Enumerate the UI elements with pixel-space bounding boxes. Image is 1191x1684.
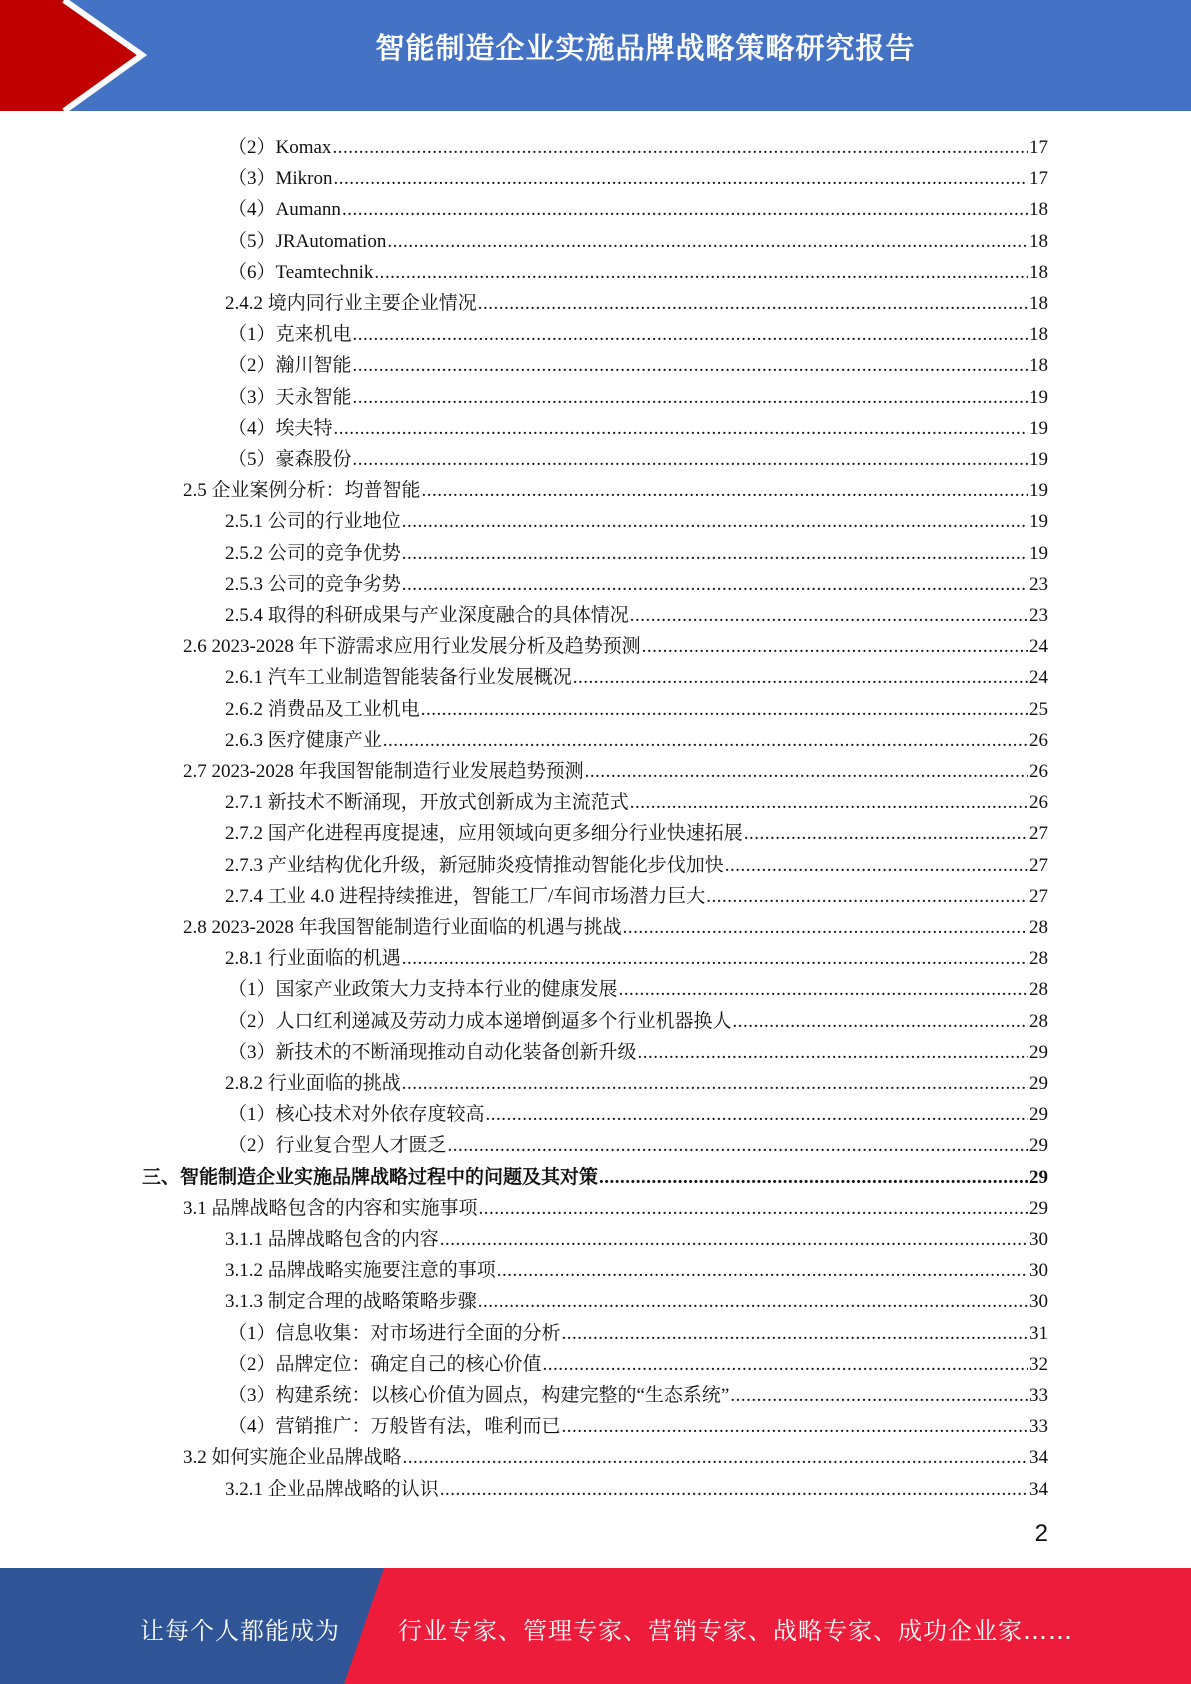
toc-entry-page: 33: [1029, 1416, 1048, 1438]
toc-entry-label: 3.1 品牌战略包含的内容和实施事项: [183, 1197, 478, 1219]
toc-dot-leader: [353, 324, 1028, 346]
toc-entry-page: 18: [1029, 293, 1048, 314]
toc-entry-page: 34: [1029, 1478, 1048, 1500]
toc-entry-page: 33: [1029, 1385, 1048, 1406]
toc-dot-leader: [402, 574, 1028, 596]
toc-entry[interactable]: [228, 409, 1048, 440]
toc-dot-leader: [402, 1073, 1028, 1095]
toc-entry-page: 24: [1029, 636, 1048, 658]
toc-entry-page: 19: [1029, 449, 1048, 470]
toc-entry-label: （3）构建系统：以核心价值为圆点，构建完整的“生态系统”: [228, 1385, 730, 1406]
toc-entry-label: （1）核心技术对外依存度较高: [228, 1104, 485, 1126]
toc-entry[interactable]: [225, 783, 1048, 814]
toc-entry-page: 18: [1029, 355, 1048, 377]
toc-entry-label: 3.1.1 品牌战略包含的内容: [225, 1229, 439, 1250]
toc-entry-label: （2）行业复合型人才匮乏: [228, 1135, 447, 1157]
toc-entry-page: 19: [1029, 417, 1048, 439]
toc-entry[interactable]: [228, 1126, 1048, 1157]
toc-entry[interactable]: [183, 1189, 1048, 1220]
toc-entry[interactable]: [225, 1282, 1048, 1313]
toc-entry-label: 2.5.4 取得的科研成果与产业深度融合的具体情况: [225, 605, 629, 626]
toc-entry-label: 三、智能制造企业实施品牌战略过程中的问题及其对策: [142, 1166, 599, 1188]
footer-slogan-left: 让每个人都能成为: [140, 1617, 340, 1645]
toc-entry-page: 29: [1029, 1166, 1048, 1188]
toc-entry-label: （2）Komax: [228, 137, 332, 158]
toc-entry-page: 29: [1029, 1104, 1048, 1126]
toc-entry[interactable]: [225, 596, 1048, 627]
toc-entry-label: （2）人口红利递减及劳动力成本递增倒逼多个行业机器换人: [228, 1010, 732, 1032]
toc-entry-page: 18: [1029, 199, 1048, 221]
toc-entry-label: （1）克来机电: [228, 324, 352, 346]
toc-entry-page: 28: [1029, 917, 1048, 938]
toc-entry-page: 27: [1029, 854, 1048, 876]
toc-entry[interactable]: [225, 658, 1048, 689]
toc-entry-label: （3）新技术的不断涌现推动自动化装备创新升级: [228, 1041, 637, 1063]
toc-dot-leader: [332, 137, 1028, 159]
toc-entry-page: 19: [1029, 511, 1048, 533]
toc-dot-leader: [543, 1354, 1028, 1376]
toc-entry[interactable]: [228, 1095, 1048, 1126]
toc-dot-leader: [562, 1416, 1028, 1438]
toc-dot-leader: [573, 667, 1028, 689]
toc-entry-page: 17: [1029, 137, 1048, 158]
toc-entry-page: 28: [1029, 1010, 1048, 1032]
toc-dot-leader: [403, 1447, 1028, 1469]
toc-dot-leader: [421, 699, 1028, 721]
toc-entry-label: 3.1.3 制定合理的战略策略步骤: [225, 1291, 477, 1313]
toc-entry[interactable]: [228, 1314, 1048, 1345]
toc-entry-label: 2.5.1 公司的行业地位: [225, 511, 401, 533]
toc-entry-page: 19: [1029, 480, 1048, 502]
toc-entry-label: 3.2.1 企业品牌战略的认识: [225, 1478, 439, 1500]
toc-entry-page: 30: [1029, 1229, 1048, 1250]
toc-entry[interactable]: [228, 253, 1048, 284]
toc-entry[interactable]: [225, 814, 1048, 845]
toc-dot-leader: [422, 480, 1028, 502]
toc-dot-leader: [387, 231, 1028, 253]
toc-entry-label: 2.6 2023-2028 年下游需求应用行业发展分析及趋势预测: [183, 636, 641, 658]
toc-dot-leader: [334, 168, 1028, 190]
toc-entry-label: 2.7.2 国产化进程再度提速，应用领域向更多细分行业快速拓展: [225, 823, 743, 845]
toc-entry-label: （1）信息收集：对市场进行全面的分析: [228, 1322, 561, 1344]
toc-entry[interactable]: [183, 908, 1048, 939]
toc-entry-label: 2.6.1 汽车工业制造智能装备行业发展概况: [225, 667, 572, 689]
toc-dot-leader: [638, 1042, 1028, 1064]
toc-dot-leader: [706, 886, 1028, 908]
toc-entry-page: 24: [1029, 667, 1048, 689]
toc-entry[interactable]: [228, 1033, 1048, 1064]
toc-entry-page: 30: [1029, 1291, 1048, 1313]
toc-entry-label: 2.7 2023-2028 年我国智能制造行业发展趋势预测: [183, 761, 584, 782]
toc-entry-label: （6）Teamtechnik: [228, 261, 374, 283]
toc-entry-page: 29: [1029, 1135, 1048, 1157]
toc-entry[interactable]: [228, 440, 1048, 471]
toc-entry-label: （2）瀚川智能: [228, 355, 352, 377]
toc-dot-leader: [353, 449, 1028, 471]
toc-entry-label: （2）品牌定位：确定自己的核心价值: [228, 1353, 542, 1375]
toc-entry-label: 2.6.2 消费品及工业机电: [225, 698, 420, 720]
toc-entry[interactable]: [228, 346, 1048, 377]
toc-entry-label: 2.8.1 行业面临的机遇: [225, 948, 401, 970]
toc-dot-leader: [440, 1479, 1028, 1501]
toc-dot-leader: [630, 792, 1028, 814]
toc-dot-leader: [334, 418, 1028, 440]
toc-dot-leader: [448, 1135, 1028, 1157]
toc-dot-leader: [402, 948, 1028, 970]
toc-entry-page: 29: [1029, 1197, 1048, 1219]
toc-entry-page: 26: [1029, 761, 1048, 782]
toc-entry[interactable]: [228, 1407, 1048, 1438]
toc-entry-page: 29: [1029, 1073, 1048, 1094]
toc-entry-label: （5）JRAutomation: [228, 230, 387, 252]
toc-dot-leader: [585, 761, 1028, 783]
toc-entry-label: 2.5 企业案例分析：均普智能: [183, 480, 421, 502]
toc-entry-page: 28: [1029, 979, 1048, 1001]
toc-entry-page: 32: [1029, 1353, 1048, 1375]
footer-slogan-right: 行业专家、管理专家、营销专家、战略专家、成功企业家……: [398, 1617, 1073, 1645]
toc-entry[interactable]: [225, 690, 1048, 721]
toc-dot-leader: [725, 855, 1028, 877]
toc-entry[interactable]: [183, 471, 1048, 502]
toc-dot-leader: [642, 636, 1028, 658]
toc-dot-leader: [630, 605, 1028, 627]
toc-entry-label: 2.6.3 医疗健康产业: [225, 729, 382, 751]
toc-entry-label: （1）国家产业政策大力支持本行业的健康发展: [228, 979, 618, 1001]
toc-dot-leader: [486, 1104, 1028, 1126]
toc-entry-page: 18: [1029, 261, 1048, 283]
toc-dot-leader: [374, 262, 1028, 284]
toc-entry[interactable]: [228, 222, 1048, 253]
toc-entry-page: 23: [1029, 573, 1048, 595]
toc-entry-page: 26: [1029, 729, 1048, 751]
toc-dot-leader: [562, 1323, 1028, 1345]
toc-entry-label: 2.5.2 公司的竞争优势: [225, 542, 401, 564]
toc-entry[interactable]: [228, 970, 1048, 1001]
toc-dot-leader: [402, 543, 1028, 565]
toc-entry-label: 3.1.2 品牌战略实施要注意的事项: [225, 1260, 496, 1282]
toc-entry[interactable]: [228, 128, 1048, 159]
toc-dot-leader: [440, 1229, 1028, 1251]
toc-entry-label: 3.2 如何实施企业品牌战略: [183, 1447, 402, 1469]
toc-entry-label: 2.7.1 新技术不断涌现，开放式创新成为主流范式: [225, 792, 629, 814]
toc-entry-page: 26: [1029, 792, 1048, 814]
toc-entry-page: 30: [1029, 1260, 1048, 1282]
toc-entry-page: 19: [1029, 542, 1048, 564]
toc-dot-leader: [619, 979, 1028, 1001]
toc-dot-leader: [478, 293, 1028, 315]
toc-entry-page: 28: [1029, 948, 1048, 970]
toc-dot-leader: [744, 823, 1028, 845]
toc-entry-page: 18: [1029, 230, 1048, 252]
report-title: 智能制造企业实施品牌战略策略研究报告: [375, 31, 916, 65]
toc-entry-label: 2.8 2023-2028 年我国智能制造行业面临的机遇与挑战: [183, 917, 622, 938]
toc-entry-label: （4）营销推广：万般皆有法，唯利而已: [228, 1416, 561, 1438]
toc-entry[interactable]: [225, 284, 1048, 315]
toc-dot-leader: [478, 1291, 1028, 1313]
toc-dot-leader: [730, 1385, 1028, 1407]
toc-entry[interactable]: [183, 1438, 1048, 1469]
toc-entry[interactable]: [225, 846, 1048, 877]
toc-entry-page: 25: [1029, 698, 1048, 720]
toc-entry[interactable]: [225, 1064, 1048, 1095]
toc-dot-leader: [353, 355, 1028, 377]
toc-entry[interactable]: [225, 565, 1048, 596]
toc-entry-label: 2.4.2 境内同行业主要企业情况: [225, 293, 477, 314]
toc-entry-page: 23: [1029, 605, 1048, 626]
toc-entry[interactable]: [225, 939, 1048, 970]
toc-entry-page: 19: [1029, 386, 1048, 408]
toc-entry-label: （4）Aumann: [228, 199, 341, 221]
page-number: 2: [1034, 1520, 1048, 1547]
toc-entry[interactable]: [183, 752, 1048, 783]
toc-entry-label: （4）埃夫特: [228, 417, 333, 439]
toc-dot-leader: [342, 199, 1028, 221]
toc-entry[interactable]: [225, 1251, 1048, 1282]
toc-entry-label: （3）Mikron: [228, 168, 333, 190]
toc-dot-leader: [353, 387, 1028, 409]
toc-entry[interactable]: [142, 1158, 1048, 1189]
header-arrow-decoration: [0, 0, 160, 111]
toc-entry[interactable]: [225, 534, 1048, 565]
toc-entry-page: 27: [1029, 823, 1048, 845]
toc-entry[interactable]: [228, 159, 1048, 190]
toc-dot-leader: [733, 1011, 1028, 1033]
toc-entry-label: 2.7.3 产业结构优化升级，新冠肺炎疫情推动智能化步伐加快: [225, 854, 724, 876]
toc-entry[interactable]: [228, 1002, 1048, 1033]
toc-entry[interactable]: [183, 627, 1048, 658]
toc-entry-label: （5）豪森股份: [228, 449, 352, 470]
toc-dot-leader: [599, 1167, 1028, 1189]
toc-entry-label: 2.7.4 工业 4.0 进程持续推进，智能工厂/车间市场潜力巨大: [225, 885, 706, 907]
toc-entry-page: 27: [1029, 885, 1048, 907]
toc-entry-page: 34: [1029, 1447, 1048, 1469]
toc-entry[interactable]: [228, 1376, 1048, 1407]
toc-dot-leader: [402, 511, 1028, 533]
toc-entry[interactable]: [225, 721, 1048, 752]
toc-entry[interactable]: [225, 502, 1048, 533]
toc-entry[interactable]: [228, 378, 1048, 409]
toc-entry-label: （3）天永智能: [228, 386, 352, 408]
page-header: [0, 0, 1191, 111]
toc-entry[interactable]: [225, 1220, 1048, 1251]
toc-entry-page: 29: [1029, 1041, 1048, 1063]
page-footer: [0, 1568, 1191, 1684]
toc-entry-page: 17: [1029, 168, 1048, 190]
toc-dot-leader: [479, 1198, 1028, 1220]
toc-entry-page: 18: [1029, 324, 1048, 346]
toc-entry-page: 31: [1029, 1322, 1048, 1344]
toc-entry[interactable]: [225, 877, 1048, 908]
toc-dot-leader: [383, 730, 1028, 752]
toc-entry-label: 2.5.3 公司的竞争劣势: [225, 573, 401, 595]
toc-entry[interactable]: [228, 190, 1048, 221]
toc-entry[interactable]: [225, 1470, 1048, 1501]
toc-entry[interactable]: [228, 1345, 1048, 1376]
toc-dot-leader: [497, 1260, 1028, 1282]
toc-dot-leader: [623, 917, 1028, 939]
toc-entry[interactable]: [228, 315, 1048, 346]
toc-entry-label: 2.8.2 行业面临的挑战: [225, 1073, 401, 1094]
